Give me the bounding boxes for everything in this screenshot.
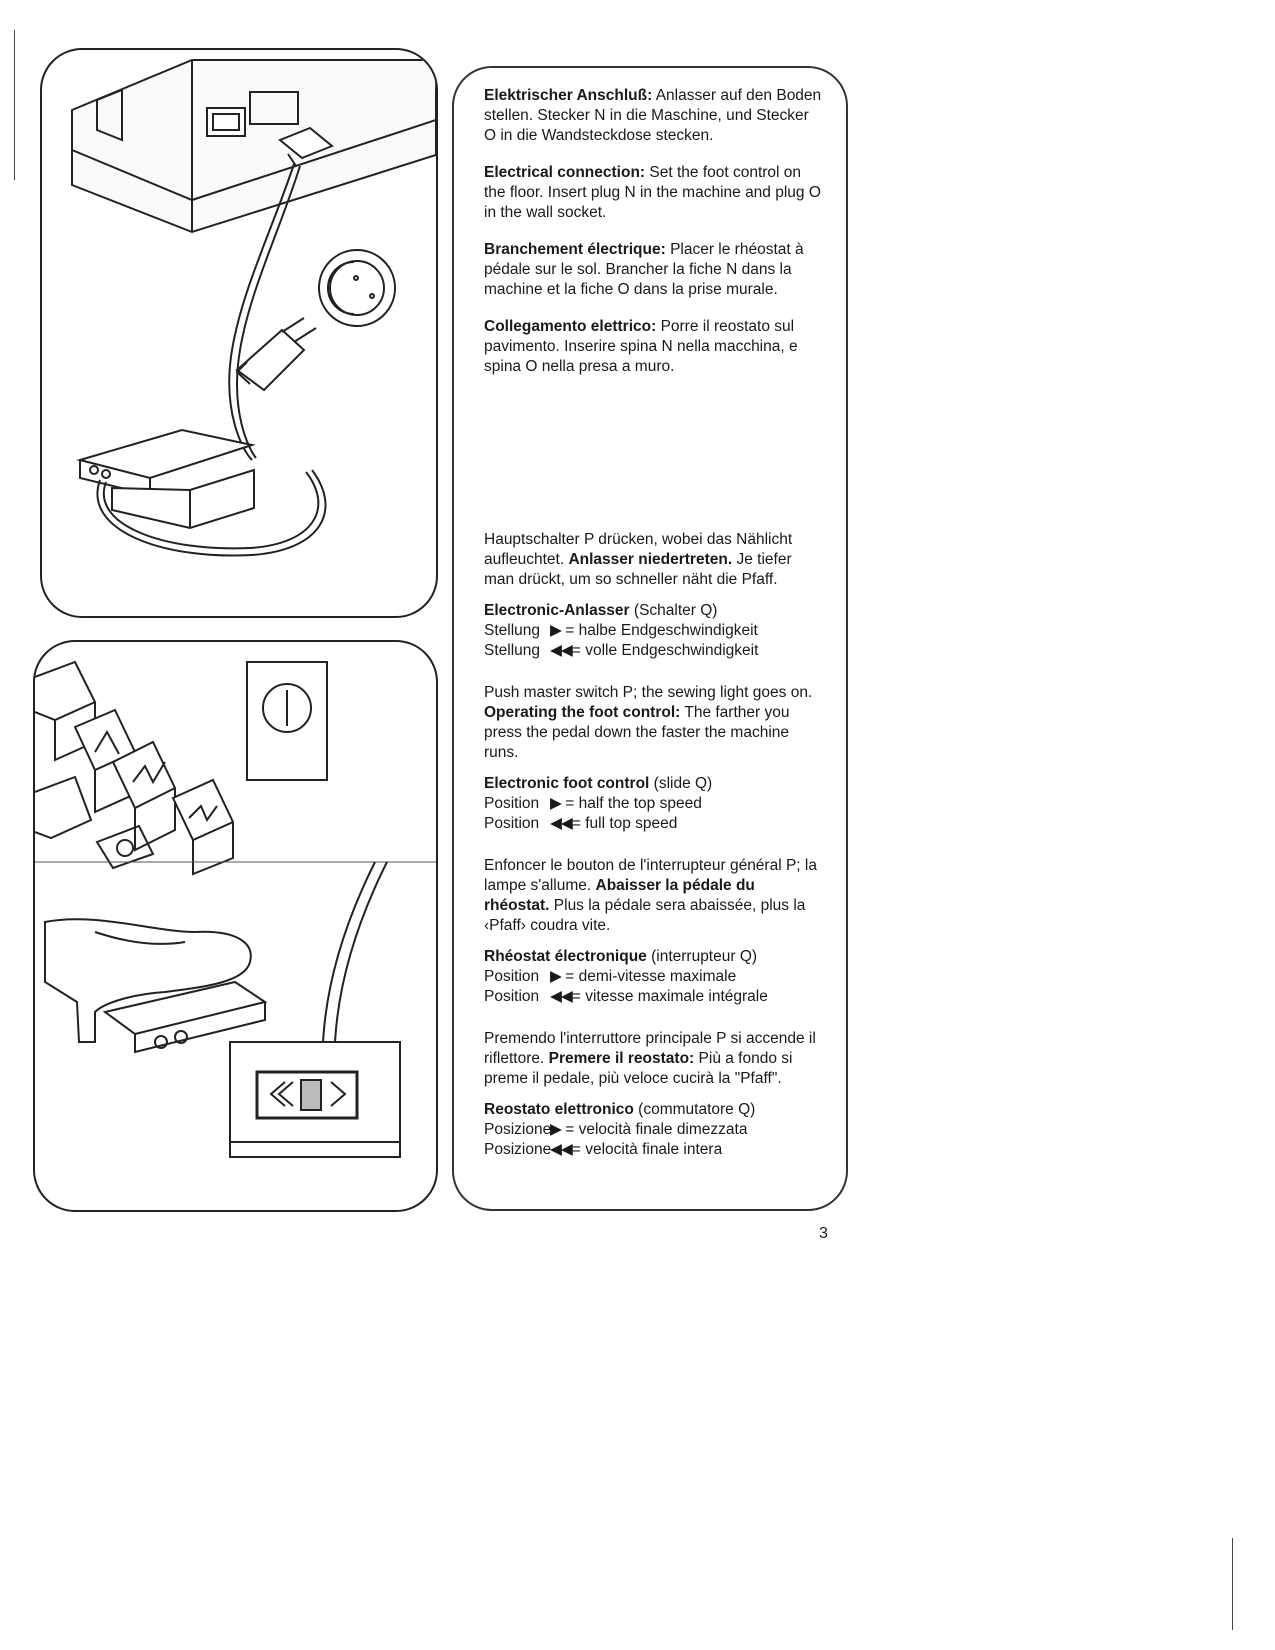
electrical-connection-text: [484, 86, 824, 394]
fr-half-text: = demi-vitesse maximale: [565, 968, 737, 985]
it-pos-label: Posizione: [484, 1141, 552, 1158]
de-control-note: (Schalter Q): [633, 602, 718, 619]
en-rest: The farther you press the pedal down the faster the machine runs.: [484, 704, 790, 761]
heading-de-connection: Elektrischer Anschluß:: [484, 87, 653, 104]
full-speed-symbol-icon: ◀◀: [550, 815, 572, 832]
illustration-foot-control-drawing: [35, 642, 436, 1210]
fr-control-heading: Rhéostat électronique: [484, 948, 647, 965]
it-full-text: = velocità finale intera: [571, 1141, 723, 1158]
it-half-text: = velocità finale dimezzata: [565, 1121, 748, 1138]
fr-control-note: (interrupteur Q): [651, 948, 758, 965]
en-half-speed-line: [484, 794, 824, 814]
full-speed-symbol-icon: ◀◀: [550, 1141, 572, 1158]
paragraph-en-operation: [484, 683, 824, 763]
half-speed-symbol-icon: ▶: [550, 968, 561, 985]
de-rest: Je tiefer man drückt, um so schneller näht die Pfaff.: [484, 551, 792, 588]
it-intro: Premendo l'interruttore principale P si accende il riflettore.: [484, 1030, 816, 1067]
paragraph-de-speed: [484, 601, 824, 661]
de-full-speed-line: [484, 641, 824, 661]
it-full-speed-line: [484, 1140, 824, 1160]
half-speed-symbol-icon: ▶: [550, 795, 561, 812]
en-pos-label: Position: [484, 815, 540, 832]
page-number: 3: [819, 1225, 828, 1242]
body-it-connection: Porre il reostato sul pavimento. Inserire spina N nella macchina, e spina O nella presa a muro.: [484, 318, 798, 375]
half-speed-symbol-icon: ▶: [550, 622, 561, 639]
illustration-electrical-connection-drawing: [42, 50, 436, 616]
heading-it-connection: Collegamento elettrico:: [484, 318, 657, 335]
fr-full-speed-line: [484, 987, 824, 1007]
de-half-speed-line: [484, 621, 824, 641]
body-fr-connection: Placer le rhéostat à pédale sur le sol. Brancher la fiche N dans la machine et la fiche O dans la prise murale.: [484, 241, 804, 298]
text-box-electrical-connection: [452, 66, 848, 477]
full-speed-symbol-icon: ◀◀: [550, 988, 572, 1005]
heading-en-connection: Electrical connection:: [484, 164, 646, 181]
it-half-speed-line: [484, 1120, 824, 1140]
fr-half-speed-line: [484, 967, 824, 987]
en-full-speed-line: [484, 814, 824, 834]
illustration-foot-control: [33, 640, 438, 1212]
heading-fr-connection: Branchement électrique:: [484, 241, 666, 258]
de-bold: Anlasser niedertreten.: [568, 551, 733, 568]
de-control-heading: Electronic-Anlasser: [484, 602, 630, 619]
text-box-foot-control: [452, 474, 848, 1211]
fr-full-text: = vitesse maximale intégrale: [571, 988, 768, 1005]
paragraph-en-connection: [484, 163, 824, 223]
de-pos-label: Stellung: [484, 642, 541, 659]
illustration-electrical-connection: [40, 48, 438, 618]
de-pos-label: Stellung: [484, 622, 541, 639]
it-control-note: (commutatore Q): [638, 1101, 756, 1118]
paragraph-fr-speed: [484, 947, 824, 1007]
paragraph-it-connection: [484, 317, 824, 377]
scan-mark-left: [14, 30, 15, 180]
body-de-connection: Anlasser auf den Boden stellen. Stecker N in die Maschine, und Stecker O in die Wandsteckdose stecken.: [484, 87, 822, 144]
full-speed-symbol-icon: ◀◀: [550, 642, 572, 659]
paragraph-it-speed: [484, 1100, 824, 1160]
fr-rest: Plus la pédale sera abaissée, plus la ‹Pfaff› coudra vite.: [484, 897, 806, 934]
fr-bold: Abaisser la pédale du rhéostat.: [484, 877, 755, 914]
paragraph-fr-operation: [484, 856, 824, 936]
de-half-text: = halbe Endgeschwindigkeit: [565, 622, 758, 639]
en-intro: Push master switch P; the sewing light goes on.: [484, 684, 813, 701]
de-full-text: = volle Endgeschwindigkeit: [571, 642, 759, 659]
paragraph-de-connection: [484, 86, 824, 146]
de-intro: Hauptschalter P drücken, wobei das Nählicht aufleuchtet.: [484, 531, 793, 568]
en-bold: Operating the foot control:: [484, 704, 681, 721]
fr-intro: Enfoncer le bouton de l'interrupteur général P; la lampe s'allume.: [484, 857, 817, 894]
it-pos-label: Posizione: [484, 1121, 552, 1138]
fr-pos-label: Position: [484, 988, 540, 1005]
it-control-heading: Reostato elettronico: [484, 1101, 634, 1118]
en-control-heading: Electronic foot control: [484, 775, 650, 792]
en-full-text: = full top speed: [571, 815, 678, 832]
it-bold: Premere il reostato:: [548, 1050, 695, 1067]
it-rest: Più a fondo si preme il pedale, più veloce cucirà la "Pfaff".: [484, 1050, 793, 1087]
paragraph-en-speed: [484, 774, 824, 834]
paragraph-it-operation: [484, 1029, 824, 1089]
scan-mark-right: [1232, 1538, 1233, 1630]
en-pos-label: Position: [484, 795, 540, 812]
body-en-connection: Set the foot control on the floor. Insert plug N in the machine and plug O in the wall socket.: [484, 164, 821, 221]
paragraph-fr-connection: [484, 240, 824, 300]
foot-control-text: [484, 530, 824, 1177]
fr-pos-label: Position: [484, 968, 540, 985]
en-control-note: (slide Q): [653, 775, 713, 792]
half-speed-symbol-icon: ▶: [550, 1121, 561, 1138]
paragraph-de-operation: [484, 530, 824, 590]
en-half-text: = half the top speed: [565, 795, 702, 812]
